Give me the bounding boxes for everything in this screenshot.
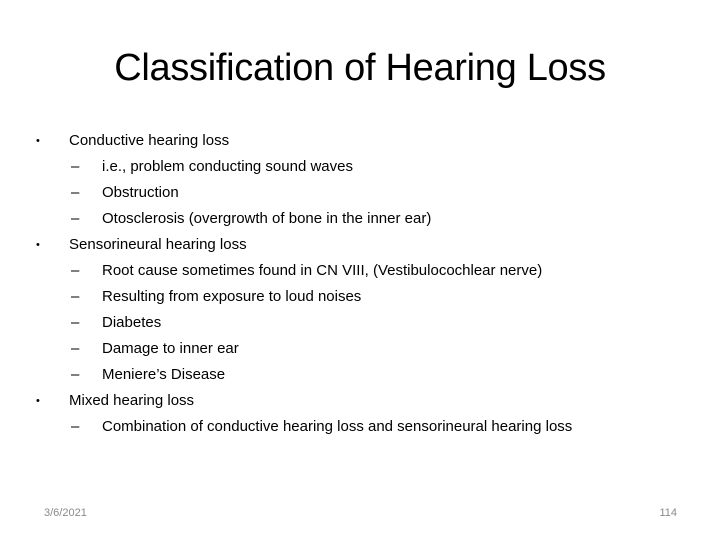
sub-list [69,258,696,388]
sub-item-text: Diabetes [102,314,162,331]
sub-item [69,362,696,388]
dash-marker: – [71,288,80,305]
sub-item-text: Root cause sometimes found in CN VIII, (Vestibulocochlear nerve) [102,262,543,279]
dash-marker: – [71,314,80,331]
sub-item [69,284,696,310]
sub-item-text: Resulting from exposure to loud noises [102,288,362,305]
bullet-sensorineural-hearing-loss [36,232,696,388]
sub-item-text: Obstruction [102,184,179,201]
bullet-list [36,128,696,440]
bullet-mixed-hearing-loss [36,388,696,440]
page-number: 114 [659,507,677,519]
footer-date: 3/6/2021 [44,507,87,519]
sub-item-text: Combination of conductive hearing loss and sensorineural hearing loss [102,418,573,435]
sub-item-text: Meniere’s Disease [102,366,226,383]
bullet-marker: • [36,395,40,407]
dash-marker: – [71,184,80,201]
sub-item [69,258,696,284]
bullet-text: Conductive hearing loss [69,132,230,149]
bullet-conductive-hearing-loss [36,128,696,232]
dash-marker: – [71,262,80,279]
sub-item [69,310,696,336]
sub-item [69,180,696,206]
dash-marker: – [71,340,80,357]
sub-item [69,154,696,180]
dash-marker: – [71,210,80,227]
sub-item [69,206,696,232]
sub-item-text: Damage to inner ear [102,340,239,357]
sub-item-text: Otosclerosis (overgrowth of bone in the inner ear) [102,210,432,227]
bullet-text: Sensorineural hearing loss [69,236,247,253]
dash-marker: – [71,158,80,175]
sub-item-text: i.e., problem conducting sound waves [102,158,353,175]
sub-list [69,414,696,440]
dash-marker: – [71,418,80,435]
bullet-text: Mixed hearing loss [69,392,195,409]
sub-item [69,414,696,440]
sub-item [69,336,696,362]
slide-title: Classification of Hearing Loss [114,47,606,89]
sub-list [69,154,696,232]
bullet-marker: • [36,135,40,147]
bullet-marker: • [36,239,40,251]
dash-marker: – [71,366,80,383]
